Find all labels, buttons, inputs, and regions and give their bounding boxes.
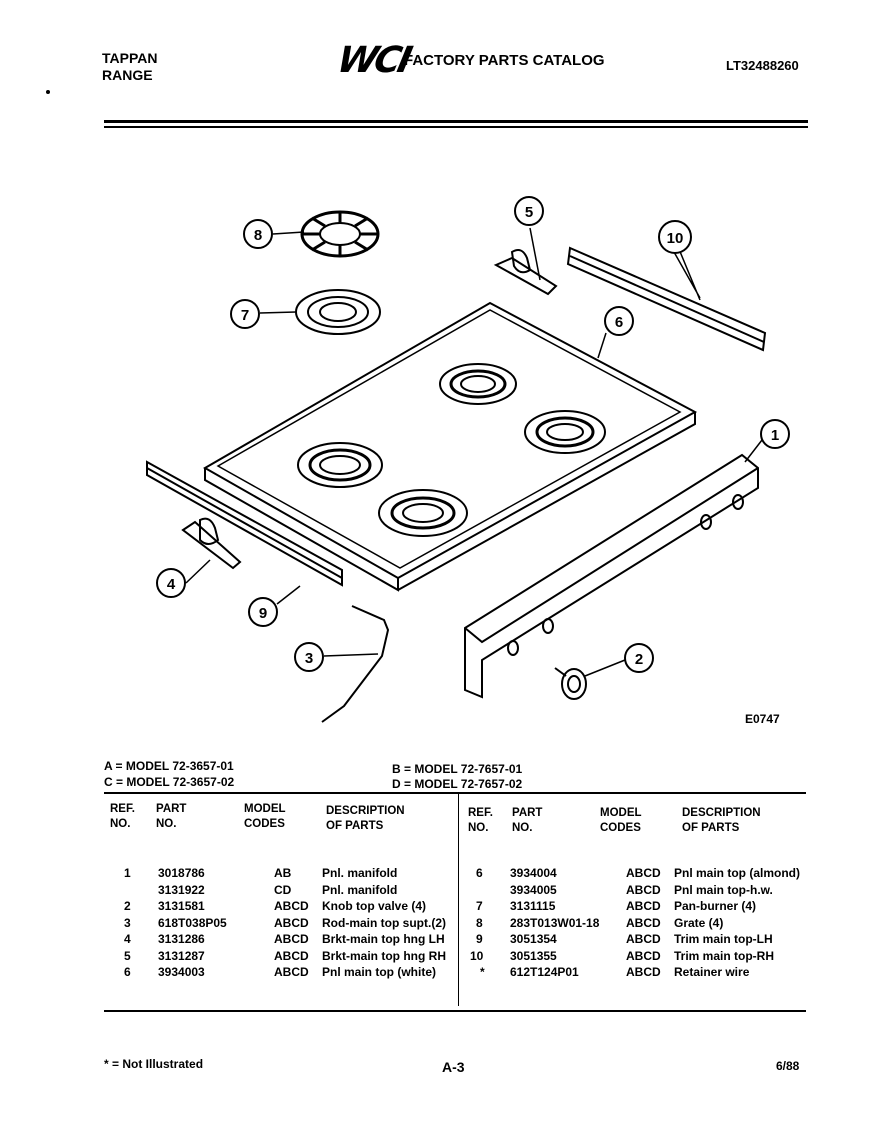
model-a: A = MODEL 72-3657-01	[104, 759, 234, 773]
svg-text:6: 6	[614, 314, 624, 331]
revision-date: 6/88	[776, 1059, 800, 1073]
header-model-codes: MODEL CODES	[244, 803, 286, 830]
callout-10	[659, 221, 691, 253]
header-description-right: DESCRIPTION OF PARTS	[682, 807, 761, 834]
table-bottom-rule	[104, 1010, 806, 1012]
burner-front-left	[298, 443, 382, 487]
document-number: LT32488260	[726, 58, 799, 73]
catalog-title: FACTORY PARTS CATALOG	[404, 52, 605, 69]
callout-6	[605, 307, 633, 335]
header-ref: REF. NO.	[110, 803, 135, 830]
callout-3	[295, 643, 323, 671]
burner-front-right	[379, 490, 467, 536]
callout-7	[231, 300, 259, 328]
brand-name: TAPPAN	[102, 50, 158, 66]
svg-text:2: 2	[634, 651, 644, 668]
svg-text:10: 10	[666, 230, 684, 247]
burner-pan-part	[296, 290, 380, 334]
footnote: * = Not Illustrated	[104, 1057, 204, 1071]
manifold-panel	[465, 455, 758, 697]
svg-text:9: 9	[258, 605, 268, 622]
callout-8	[244, 220, 272, 248]
burner-rear-left	[440, 364, 516, 404]
callout-2	[625, 644, 653, 672]
burner-rear-right	[525, 411, 605, 453]
main-top-panel	[205, 303, 695, 578]
hinge-bracket-rh	[496, 250, 556, 294]
svg-text:3: 3	[304, 650, 314, 667]
model-c: C = MODEL 72-3657-02	[104, 775, 235, 789]
header-part-right: PART NO.	[512, 807, 543, 834]
header-model-codes-right: MODEL CODES	[600, 807, 642, 834]
page-number: A-3	[442, 1059, 465, 1075]
header-ref-right: REF. NO.	[468, 807, 493, 834]
svg-text:1: 1	[770, 427, 780, 444]
callout-9	[249, 598, 277, 626]
hinge-bracket-lh	[183, 519, 240, 568]
svg-text:4: 4	[166, 576, 176, 593]
header-description: DESCRIPTION OF PARTS	[326, 805, 405, 832]
model-d: D = MODEL 72-7657-02	[392, 777, 523, 791]
svg-text:7: 7	[240, 307, 250, 324]
svg-text:8: 8	[253, 227, 263, 244]
table-divider	[458, 794, 459, 1006]
product-type: RANGE	[102, 67, 153, 83]
knob-part	[555, 668, 586, 699]
model-b: B = MODEL 72-7657-01	[392, 762, 523, 776]
callout-4	[157, 569, 185, 597]
header-part: PART NO.	[156, 803, 187, 830]
callout-5	[515, 197, 543, 225]
support-rod	[322, 606, 388, 722]
grate-part	[302, 212, 378, 256]
callout-1	[761, 420, 789, 448]
svg-text:5: 5	[524, 204, 534, 221]
figure-code: E0747	[745, 712, 780, 726]
wci-logo: WCI	[333, 40, 413, 81]
table-top-rule	[104, 792, 806, 794]
